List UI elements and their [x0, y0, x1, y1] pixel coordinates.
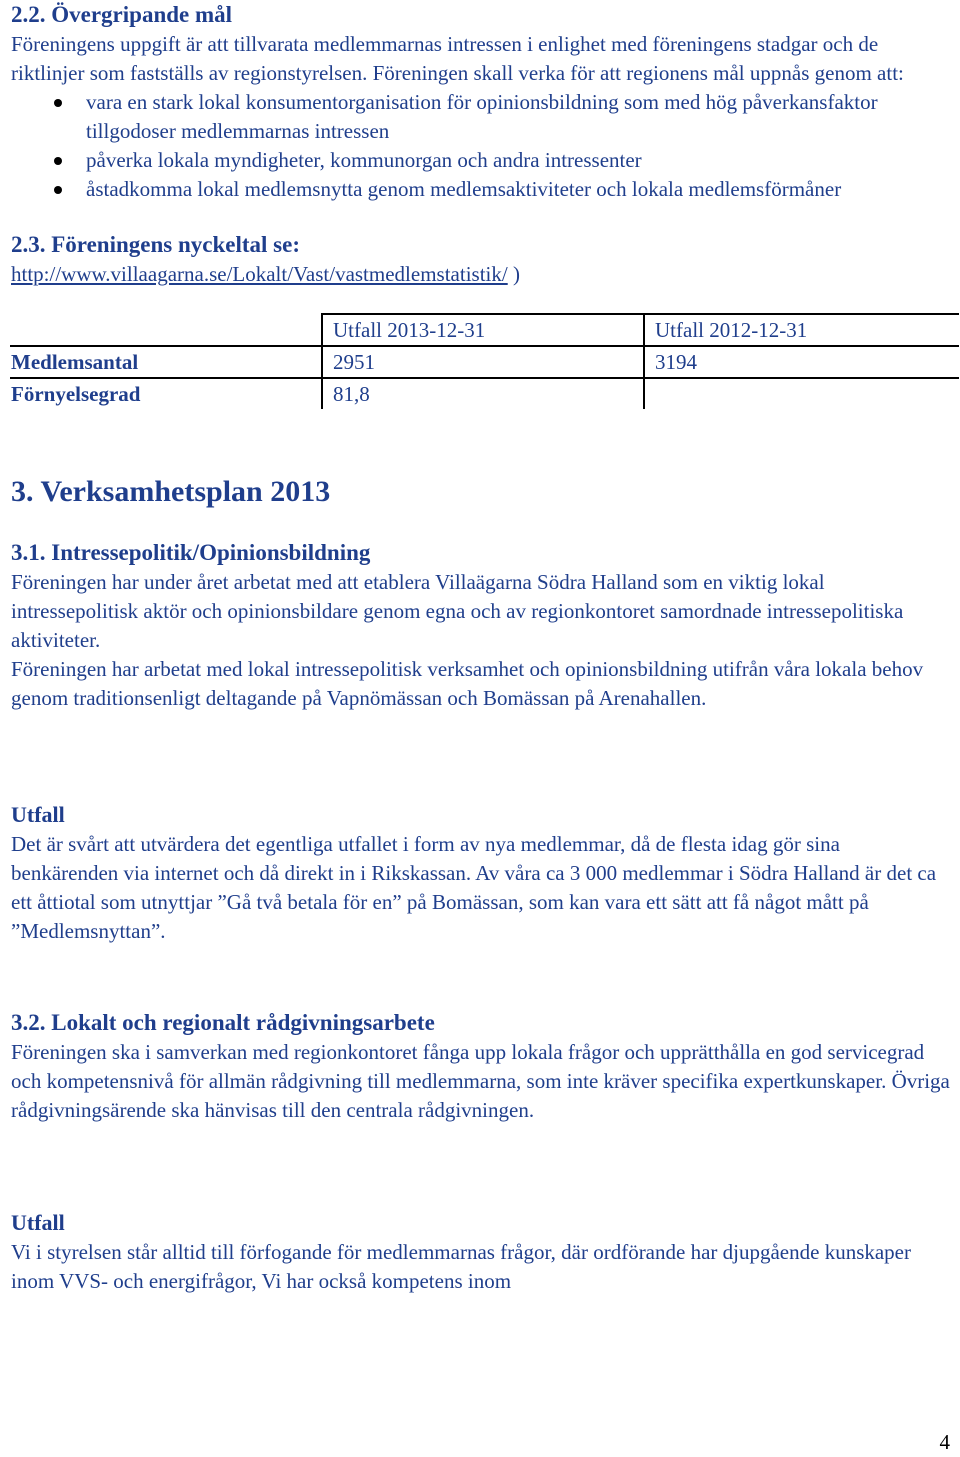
- document-page: [11, 0, 951, 1296]
- list-item: åstadkomma lokal medlemsnytta genom medlemsaktiviteter och lokala medlemsförmåner: [11, 175, 951, 204]
- heading-2-2: 2.2. Övergripande mål: [11, 2, 233, 27]
- heading-3-1: 3.1. Intressepolitik/Opinionsbildning: [11, 540, 371, 565]
- list-item: vara en stark lokal konsumentorganisation för opinionsbildning som med hög påverkansfaktor tillgodoser medlemmarnas intressen: [11, 88, 951, 146]
- outcome-text-3-2: Vi i styrelsen står alltid till förfogande för medlemmarnas frågor, där ordförande har djupgående kunskaper inom VVS- och energifrågor, Vi har också kompetens inom: [11, 1240, 911, 1293]
- page-number: 4: [939, 1430, 950, 1454]
- statistics-link[interactable]: http://www.villaagarna.se/Lokalt/Vast/vastmedlemstatistik/: [11, 262, 508, 286]
- paragraph-3-2: Föreningen ska i samverkan med regionkontoret fånga upp lokala frågor och upprätthålla en god servicegrad och kompetensnivå för allmän rådgivning till medlemmarna, som inte kräver specifika expertkunskaper. Övriga rådgivningsärende ska hänvisas till den centrala rådgivningen.: [11, 1040, 950, 1122]
- link-suffix: ): [507, 262, 520, 286]
- paragraph-3-1-a: Föreningen har under året arbetat med att etablera Villaägarna Södra Halland som en viktig lokal intressepolitisk aktör och opinionsbildare genom egna och av regionkontoret samordnade intressepolitiska aktiviteter.: [11, 570, 904, 652]
- table-cell: 3194: [644, 346, 959, 378]
- table-row: [10, 378, 959, 409]
- outcome-heading-3-1: Utfall: [11, 802, 65, 827]
- table-cell: Medlemsantal: [10, 346, 322, 378]
- heading-3: 3. Verksamhetsplan 2013: [11, 475, 331, 508]
- heading-3-2: 3.2. Lokalt och regionalt rådgivningsarbete: [11, 1010, 435, 1035]
- heading-2-3: 2.3. Föreningens nyckeltal se:: [11, 232, 300, 257]
- table-header-row: [10, 314, 959, 346]
- table-header-cell: Utfall 2013-12-31: [322, 314, 644, 346]
- outcome-heading-3-2: Utfall: [11, 1210, 65, 1235]
- key-figures-table: [10, 313, 959, 409]
- table-cell: [644, 378, 959, 409]
- statistics-link-line: [11, 260, 951, 289]
- paragraph-2-2-intro: Föreningens uppgift är att tillvarata medlemmarnas intressen i enlighet med föreningens stadgar och de riktlinjer som fastställs av regionstyrelsen. Föreningen skall verka för att regionens mål uppnås genom att:: [11, 32, 904, 85]
- outcome-text-3-1: Det är svårt att utvärdera det egentliga utfallet i form av nya medlemmar, då de flesta idag gör sina benkärenden via internet och då direkt in i Rikskassan. Av våra ca 3 000 medlemmar i Södra Halland är det ca ett åttiotal som utnyttjar ”Gå två betala för en” på Bomässan, som kan vara ett sätt att få något mått på ”Medlemsnyttan”.: [11, 832, 937, 943]
- table-cell: Förnyelsegrad: [10, 378, 322, 409]
- table-row: [10, 346, 959, 378]
- table-cell: 81,8: [322, 378, 644, 409]
- paragraph-3-1-b: Föreningen har arbetat med lokal intressepolitisk verksamhet och opinionsbildning utifrån våra lokala behov genom traditionsenligt deltagande på Vapnömässan och Bomässan på Arenahallen.: [11, 657, 924, 710]
- table-header-cell: [10, 314, 322, 346]
- table-cell: 2951: [322, 346, 644, 378]
- goals-list: [11, 88, 951, 204]
- list-item: påverka lokala myndigheter, kommunorgan och andra intressenter: [11, 146, 951, 175]
- table-header-cell: Utfall 2012-12-31: [644, 314, 959, 346]
